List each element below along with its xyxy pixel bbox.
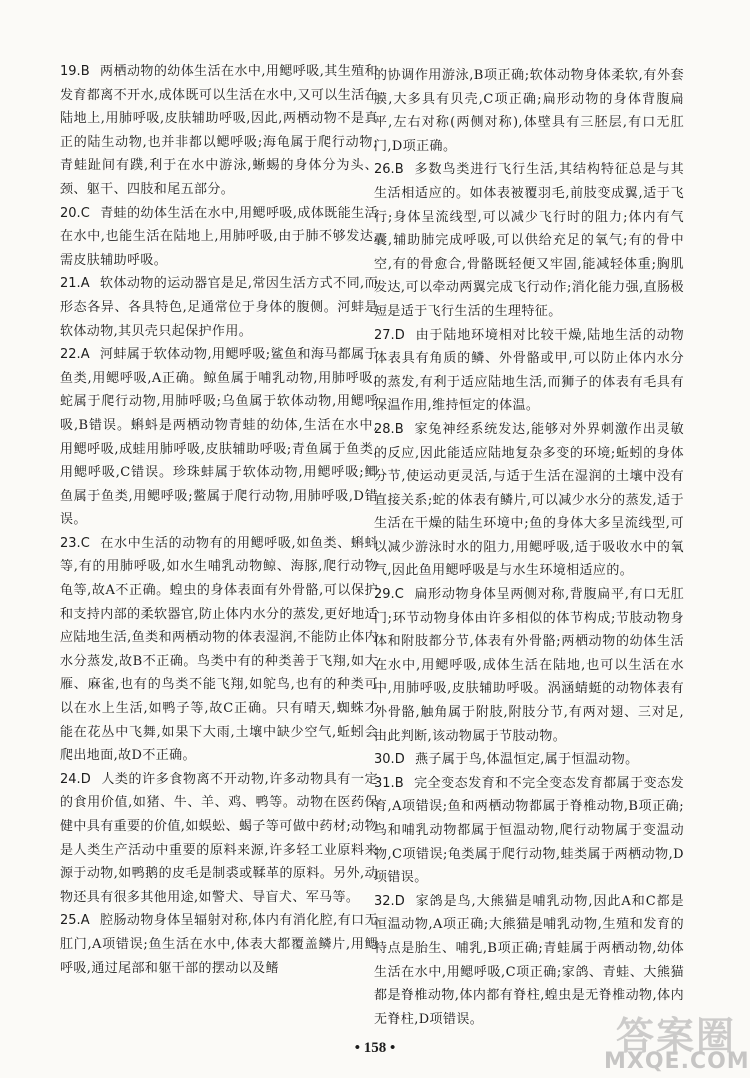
answer-entry: [60, 532, 378, 768]
answer-entry: [60, 272, 378, 343]
question-number: 30.: [374, 752, 395, 768]
explanation-text: 家鸽是鸟,大熊猫是哺乳动物,因此A和C都是恒温动物,A项正确;大熊猫是哺乳动物,生殖和发育的特点是胎生、哺乳,B项正确;青蛙属于两栖动物,幼体生活在水中,用鳃呼吸,C项正确;家鸽、青蛙、大熊猫都是脊椎动物,体内都有脊柱,蝗虫是无脊椎动物,体内无脊柱,D项错误。: [374, 893, 684, 1027]
answer-letter: C: [80, 205, 91, 221]
question-number: 32.: [374, 893, 395, 909]
explanation-text: 腔肠动物身体呈辐射对称,体内有消化腔,有口无肛门,A项错误;鱼生活在水中,体表大都覆盖鳞片,用鳃呼吸,通过尾部和躯干部的摆动以及鳍: [60, 913, 378, 976]
answer-letter: B: [80, 64, 91, 79]
answer-letter: A: [80, 347, 90, 363]
question-number: 27.: [374, 327, 395, 343]
answer-entry: [374, 64, 684, 158]
question-number: 24.: [60, 771, 81, 787]
answer-entry: [374, 418, 684, 583]
question-number: 19.: [60, 64, 81, 79]
explanation-text: 软体动物的运动器官是足,常因生活方式不同,而形态各异、各具特色,足通常位于身体的腹侧。河蚌是软体动物,其贝壳只起保护作用。: [60, 276, 378, 339]
answer-letter: A: [80, 913, 90, 929]
explanation-text: 燕子属于鸟,体温恒定,属于恒温动物。: [415, 752, 639, 768]
explanation-text: 在水中生活的动物有的用鳃呼吸,如鱼类、蝌蚪等,有的用肺呼吸,如水生哺乳动物鲸、海豚,爬行动物龟等,故A不正确。蝗虫的身体表面有外骨骼,可以保护和支持内部的柔软器官,防止体内水分的蒸发,更好地适应陆地生活,鱼类和两栖动物的体表湿润,不能防止体内水分蒸发,故B不正确。鸟类中有的种类善于飞翔,如大雁、麻雀,也有的鸟类不能飞翔,如鸵鸟,也有的种类可以在水上生活,如鸭子等,故C正确。只有晴天,蜘蛛才能在花丛中飞舞,如果下大雨,土壤中缺少空气,蚯蚓会爬出地面,故D不正确。: [60, 535, 378, 764]
answer-entry: [374, 772, 684, 890]
explanation-text: 青蛙的幼体生活在水中,用鳃呼吸,成体既能生活在水中,也能生活在陆地上,用肺呼吸,由于肺不够发达,需皮肤辅助呼吸。: [60, 205, 378, 268]
answer-letter: C: [394, 587, 405, 603]
answer-entry: [60, 202, 378, 273]
watermark-logo: [596, 1005, 750, 1075]
answer-entry: [60, 909, 378, 980]
answer-entry: [374, 748, 684, 772]
answer-letter: D: [80, 771, 92, 787]
question-number: 21.: [60, 276, 81, 292]
answer-letter: D: [394, 327, 406, 343]
explanation-text: 河蚌属于软体动物,用鳃呼吸;鲨鱼和海马都属于鱼类,用鳃呼吸,A正确。鲸鱼属于哺乳动物,用肺呼吸;蛇属于爬行动物,用肺呼吸;乌鱼属于软体动物,用鳃呼吸,B错误。蝌蚪是两栖动物青蛙的幼体,生活在水中,用鳃呼吸,成蛙用肺呼吸,皮肤辅助呼吸;青鱼属于鱼类,用鳃呼吸,C错误。珍珠蚌属于软体动物,用鳃呼吸;鲫鱼属于鱼类,用鳃呼吸;鳖属于爬行动物,用肺呼吸,D错误。: [60, 347, 378, 528]
answer-letter: C: [80, 535, 91, 551]
answer-letter: B: [394, 421, 405, 437]
left-column: [60, 60, 378, 980]
answer-entry: [374, 158, 684, 323]
answer-letter: D: [394, 893, 406, 909]
explanation-text: 的协调作用游泳,B项正确;软体动物身体柔软,有外套膜,大多具有贝壳,C项正确;扁形动物的身体背腹扁平,左右对称(两侧对称),体壁具有三胚层,有口无肛门,D项正确。: [374, 68, 684, 154]
explanation-text: 完全变态发育和不完全变态发育都属于变态发育,A项错误;鱼和两栖动物都属于脊椎动物,B项正确;鸟和哺乳动物都属于恒温动物,爬行动物属于变温动物,C项错误;龟类属于爬行动物,蛙类属于两栖动物,D项错误。: [374, 775, 684, 886]
explanation-text: 多数鸟类进行飞行生活,其结构特征总是与其生活相适应的。如体表被覆羽毛,前肢变成翼,适于飞行;身体呈流线型,可以减少飞行时的阻力;体内有气囊,辅助肺完成呼吸,可以供给充足的氧气;有的骨中空,有的骨愈合,骨骼既轻便又牢固,能减轻体重;胸肌发达,可以牵动两翼完成飞行动作;消化能力强,直肠极短是适于飞行生活的生理特征。: [374, 162, 684, 319]
answer-letter: A: [80, 276, 90, 292]
explanation-text: 两栖动物的幼体生活在水中,用鳃呼吸,其生殖和发育都离不开水,成体既可以生活在水中,又可以生活在陆地上,用肺呼吸,皮肤辅助呼吸,因此,两栖动物不是真正的陆生动物,也并非都以鳃呼吸;海龟属于爬行动物;青蛙趾间有蹼,利于在水中游泳,蜥蜴的身体分为头、颈、躯干、四肢和尾五部分。: [60, 64, 378, 197]
right-column: [374, 64, 684, 1031]
page-number: • 158 •: [354, 1040, 396, 1056]
explanation-text: 扁形动物身体呈两侧对称,背腹扁平,有口无肛门;环节动物身体由许多相似的体节构成;节肢动物身体和附肢都分节,体表有外骨骼;两栖动物的幼体生活在水中,用鳃呼吸,成体生活在陆地,也可以生活在水中,用肺呼吸,皮肤辅助呼吸。涡涵蜻蜓的动物体表有外骨骼,触角属于附肢,附肢分节,有两对翅、三对足,由此判断,该动物属于节肢动物。: [374, 587, 684, 744]
explanation-text: 家兔神经系统发达,能够对外界刺激作出灵敏的反应,因此能适应陆地复杂多变的环境;蚯蚓的身体分节,使运动更灵活,与适于生活在湿润的土壤中没有直接关系;蛇的体表有鳞片,可以减少水分的蒸发,适于生活在干燥的陆生环境中;鱼的身体大多呈流线型,可以减少游泳时水的阻力,用鳃呼吸,适于吸收水中的氧气,因此鱼用鳃呼吸是与水生环境相适应的。: [374, 421, 684, 579]
question-number: 22.: [60, 347, 81, 363]
question-number: 29.: [374, 587, 395, 603]
watermark-url: MXQE.COM: [604, 1049, 750, 1074]
question-number: 28.: [374, 421, 395, 437]
question-number: 20.: [60, 205, 81, 221]
answer-entry: [374, 324, 684, 418]
answer-entry: [60, 768, 378, 910]
answer-letter: B: [394, 162, 405, 178]
question-number: 25.: [60, 913, 81, 929]
question-number: 26.: [374, 162, 395, 178]
answer-entry: [60, 60, 378, 202]
answer-entry: [60, 343, 378, 532]
question-number: 31.: [374, 775, 395, 791]
answer-letter: B: [394, 775, 405, 791]
explanation-text: 由于陆地环境相对比较干燥,陆地生活的动物体表具有角质的鳞、外骨骼或甲,可以防止体内水分的蒸发,有利于适应陆地生活,而狮子的体表有毛具有保温作用,维持恒定的体温。: [374, 327, 684, 414]
answer-entry: [374, 583, 684, 748]
explanation-text: 人类的许多食物离不开动物,许多动物具有一定的食用价值,如猪、牛、羊、鸡、鸭等。动物在医药保健中具有重要的价值,如蜈蚣、蝎子等可做中药材;动物是人类生产活动中重要的原料来源,许多轻工业原料来源于动物,如鸭鹅的皮毛是制裘或鞣革的原料。另外,动物还具有很多其他用途,如警犬、导盲犬、军马等。: [60, 771, 378, 905]
watermark-text: 答案圈: [616, 1014, 737, 1058]
question-number: 23.: [60, 535, 81, 551]
answer-letter: D: [394, 752, 406, 768]
